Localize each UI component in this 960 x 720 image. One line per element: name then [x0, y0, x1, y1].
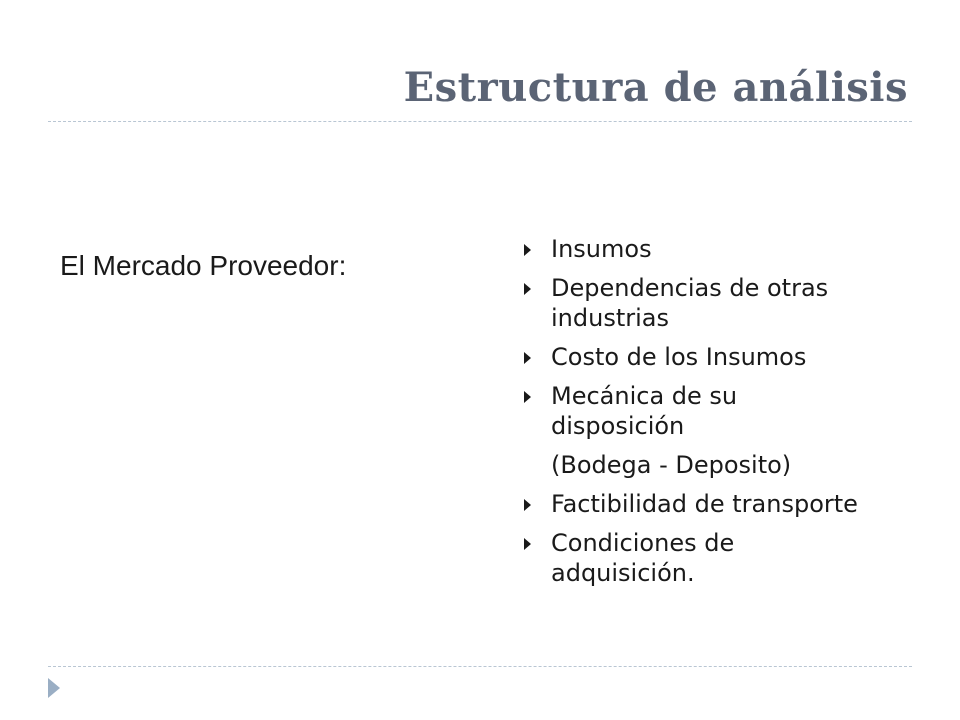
list-item: [520, 273, 920, 333]
list-item-text: (Bodega - Deposito): [551, 451, 792, 479]
list-item: [520, 234, 920, 264]
triangle-right-icon: [524, 244, 531, 256]
list-item: [520, 381, 920, 441]
list-item: [520, 489, 920, 519]
triangle-right-icon: [524, 538, 531, 550]
list-item-text: Condiciones de: [551, 529, 735, 557]
list-item: [520, 342, 920, 372]
triangle-right-icon: [524, 352, 531, 364]
bottom-divider: [48, 666, 912, 667]
list-item-text: Mecánica de su: [551, 382, 738, 410]
left-label: El Mercado Proveedor:: [60, 250, 347, 281]
list-item-text: Dependencias de otras: [551, 274, 829, 302]
bullet-list: [520, 234, 920, 597]
triangle-right-icon: [524, 391, 531, 403]
top-divider: [48, 121, 912, 122]
triangle-right-icon: [48, 678, 60, 698]
triangle-right-icon: [524, 499, 531, 511]
list-item-text-continued: industrias: [551, 304, 669, 332]
list-item-text-continued: adquisición.: [551, 559, 695, 587]
list-item-text: Factibilidad de transporte: [551, 490, 858, 518]
list-item-text: Insumos: [551, 235, 652, 263]
list-item-note: [520, 450, 920, 480]
slide-title: Estructura de análisis: [403, 64, 908, 111]
list-item-text-continued: disposición: [551, 412, 685, 440]
triangle-right-icon: [524, 283, 531, 295]
list-item-text: Costo de los Insumos: [551, 343, 807, 371]
list-item: [520, 528, 920, 588]
